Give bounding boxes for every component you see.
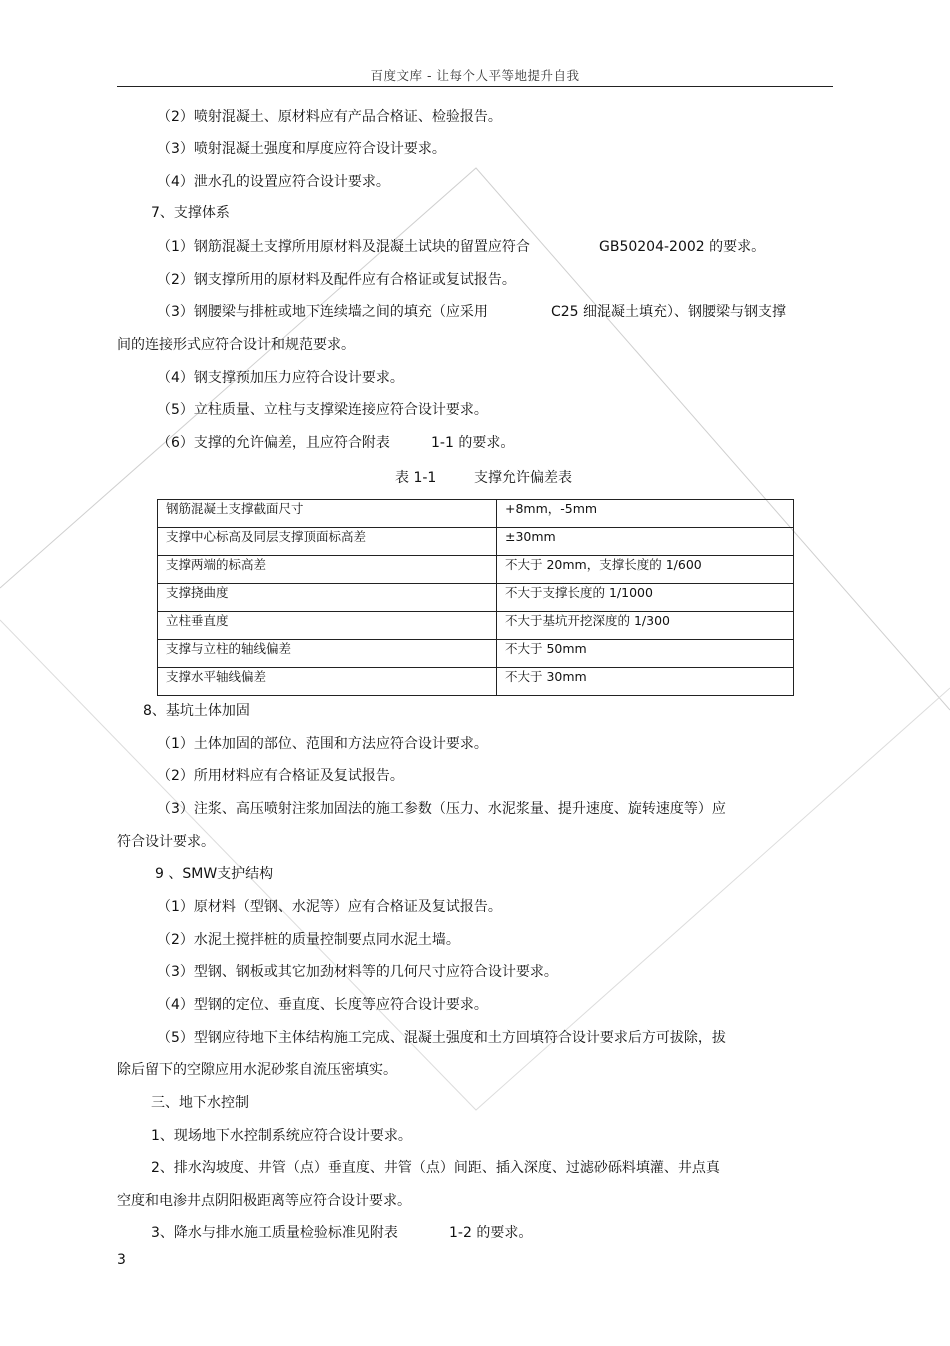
table-row (158, 612, 794, 640)
text-line: （2）所用材料应有合格证及复试报告。 (157, 768, 404, 784)
text-line: GB50204-2002 的要求。 (599, 239, 766, 255)
text-line: 除后留下的空隙应用水泥砂浆自流压密填实。 (117, 1062, 397, 1078)
text-line: （5）立柱质量、立柱与支撑梁连接应符合设计要求。 (157, 402, 488, 418)
text-line: （4）泄水孔的设置应符合设计要求。 (157, 174, 390, 190)
text-line: （4）型钢的定位、垂直度、长度等应符合设计要求。 (157, 997, 488, 1013)
text-line: （3）喷射混凝土强度和厚度应符合设计要求。 (157, 141, 446, 157)
table-cell-item: 立柱垂直度 (158, 612, 497, 640)
section-heading: 7、支撑体系 (151, 205, 230, 221)
table-cell-value: 不大于 50mm (497, 640, 794, 668)
header-rule (117, 86, 833, 87)
table-cell-item: 支撑挠曲度 (158, 584, 497, 612)
text-line: 2、排水沟坡度、井管（点）垂直度、井管（点）间距、插入深度、过滤砂砾料填灌、井点真 (151, 1160, 720, 1176)
text-line: （2）喷射混凝土、原材料应有产品合格证、检验报告。 (157, 109, 502, 125)
table-cell-item: 支撑水平轴线偏差 (158, 668, 497, 696)
table-row (158, 584, 794, 612)
table-row (158, 556, 794, 584)
table-cell-item: 支撑中心标高及同层支撑顶面标高差 (158, 528, 497, 556)
section-heading: 9 、SMW支护结构 (155, 866, 274, 882)
table-row (158, 500, 794, 528)
text-line: （1）土体加固的部位、范围和方法应符合设计要求。 (157, 736, 488, 752)
text-line: 间的连接形式应符合设计和规范要求。 (117, 337, 355, 353)
table-cell-value: ±30mm (497, 528, 794, 556)
text-line: （5）型钢应待地下主体结构施工完成、混凝土强度和土方回填符合设计要求后方可拔除，拔 (157, 1030, 726, 1046)
table-cell-value: +8mm，-5mm (497, 500, 794, 528)
table-row (158, 528, 794, 556)
text-line: （3）型钢、钢板或其它加劲材料等的几何尺寸应符合设计要求。 (157, 964, 558, 980)
text-line: （3）钢腰梁与排桩或地下连续墙之间的填充（应采用 (157, 304, 488, 320)
table-cell-item: 钢筋混凝土支撑截面尺寸 (158, 500, 497, 528)
table-cell-item: 支撑两端的标高差 (158, 556, 497, 584)
text-line: （2）钢支撑所用的原材料及配件应有合格证或复试报告。 (157, 272, 516, 288)
table-caption-number: 表 1-1 (395, 470, 437, 486)
text-line: C25 细混凝土填充）、钢腰梁与钢支撑 (551, 304, 787, 320)
page-number: 3 (117, 1252, 126, 1268)
text-line: 空度和电渗井点阴阳极距离等应符合设计要求。 (117, 1193, 411, 1209)
text-line: 1-2 的要求。 (449, 1225, 533, 1241)
text-line: 1、现场地下水控制系统应符合设计要求。 (151, 1128, 412, 1144)
table-cell-value: 不大于基坑开挖深度的 1/300 (497, 612, 794, 640)
text-line: （2）水泥土搅拌桩的质量控制要点同水泥土墙。 (157, 932, 460, 948)
text-line: 3、降水与排水施工质量检验标准见附表 (151, 1225, 398, 1241)
table-cell-value: 不大于 20mm，支撑长度的 1/600 (497, 556, 794, 584)
text-line: （3）注浆、高压喷射注浆加固法的施工参数（压力、水泥浆量、提升速度、旋转速度等）应 (157, 801, 726, 817)
text-line: 符合设计要求。 (117, 834, 215, 850)
table-cell-item: 支撑与立柱的轴线偏差 (158, 640, 497, 668)
table-cell-value: 不大于支撑长度的 1/1000 (497, 584, 794, 612)
section-heading: 8、基坑土体加固 (143, 703, 250, 719)
table-cell-value: 不大于 30mm (497, 668, 794, 696)
text-line: （1）钢筋混凝土支撑所用原材料及混凝土试块的留置应符合 (157, 239, 530, 255)
text-line: （4）钢支撑预加压力应符合设计要求。 (157, 370, 404, 386)
table-caption-title: 支撑允许偏差表 (474, 470, 572, 486)
table-row (158, 668, 794, 696)
table-row (158, 640, 794, 668)
text-line: 1-1 的要求。 (431, 435, 515, 451)
page-header: 百度文库 - 让每个人平等地提升自我 (370, 68, 580, 83)
tolerance-table (157, 499, 794, 696)
text-line: （1）原材料（型钢、水泥等）应有合格证及复试报告。 (157, 899, 502, 915)
section-heading: 三、地下水控制 (151, 1095, 249, 1111)
text-line: （6）支撑的允许偏差，且应符合附表 (157, 435, 390, 451)
